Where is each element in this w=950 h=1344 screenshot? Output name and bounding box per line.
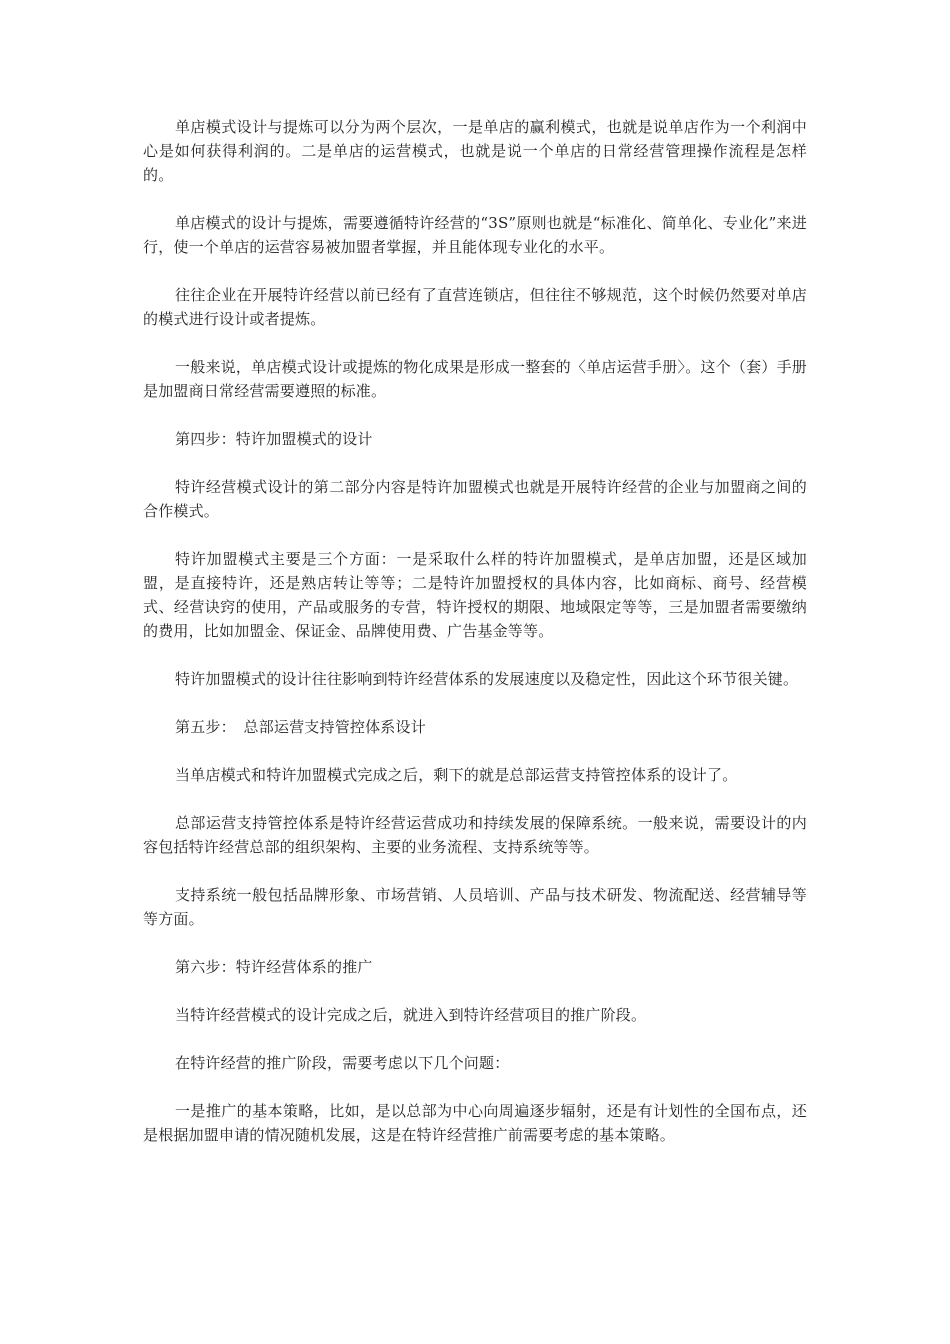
paragraph-franchise-model-aspects: 特许加盟模式主要是三个方面：一是采取什么样的特许加盟模式，是单店加盟，还是区域加盟，是直接特许，还是熟店转让等等；二是特许加盟授权的具体内容，比如商标、商号、经营模式、经营诀窍的使用，产品或服务的专营，特许授权的期限、地域限定等等，三是加盟者需要缴纳的费用，比如加盟金、保证金、品牌使用费、广告基金等等。: [143, 550, 807, 640]
paragraph-hq-design-intro: 当单店模式和特许加盟模式完成之后，剩下的就是总部运营支持管控体系的设计了。: [175, 766, 738, 784]
heading-step-six: 第六步：特许经营体系的推广: [175, 958, 373, 976]
paragraph-support-system: 支持系统一般包括品牌形象、市场营销、人员培训、产品与技术研发、物流配送、经营辅导等等方面。: [143, 886, 807, 928]
paragraph-single-store-levels: 单店模式设计与提炼可以分为两个层次，一是单店的赢利模式，也就是说单店作为一个利润中心是如何获得利润的。二是单店的运营模式，也就是说一个单店的日常经营管理操作流程是怎样的。: [143, 118, 807, 184]
paragraph-promotion-questions: 在特许经营的推广阶段，需要考虑以下几个问题：: [175, 1054, 510, 1072]
paragraph-operations-manual: 一般来说，单店模式设计或提炼的物化成果是形成一整套的〈单店运营手册〉。这个（套）手册是加盟商日常经营需要遵照的标准。: [143, 358, 807, 400]
paragraph-3s-principle: 单店模式的设计与提炼，需要遵循特许经营的“3S”原则也就是“标准化、简单化、专业化”来进行，使一个单店的运营容易被加盟者掌握，并且能体现专业化的水平。: [143, 214, 807, 256]
paragraph-hq-system-contents: 总部运营支持管控体系是特许经营运营成功和持续发展的保障系统。一般来说，需要设计的内容包括特许经营总部的组织架构、主要的业务流程、支持系统等等。: [143, 814, 807, 856]
paragraph-franchise-model-intro: 特许经营模式设计的第二部分内容是特许加盟模式也就是开展特许经营的企业与加盟商之间的合作模式。: [143, 478, 807, 520]
document-body: [143, 115, 807, 1171]
paragraph-promotion-strategy: 一是推广的基本策略，比如，是以总部为中心向周遍逐步辐射，还是有计划性的全国布点，还是根据加盟申请的情况随机发展，这是在特许经营推广前需要考虑的基本策略。: [143, 1102, 807, 1144]
heading-step-four: 第四步：特许加盟模式的设计: [175, 430, 373, 448]
heading-step-five: 第五步： 总部运营支持管控体系设计: [175, 718, 426, 736]
paragraph-promotion-intro: 当特许经营模式的设计完成之后，就进入到特许经营项目的推广阶段。: [175, 1006, 647, 1024]
paragraph-existing-stores: 往往企业在开展特许经营以前已经有了直营连锁店，但往往不够规范，这个时候仍然要对单店的模式进行设计或者提炼。: [143, 286, 807, 328]
paragraph-franchise-model-impact: 特许加盟模式的设计往往影响到特许经营体系的发展速度以及稳定性，因此这个环节很关键。: [175, 670, 799, 688]
